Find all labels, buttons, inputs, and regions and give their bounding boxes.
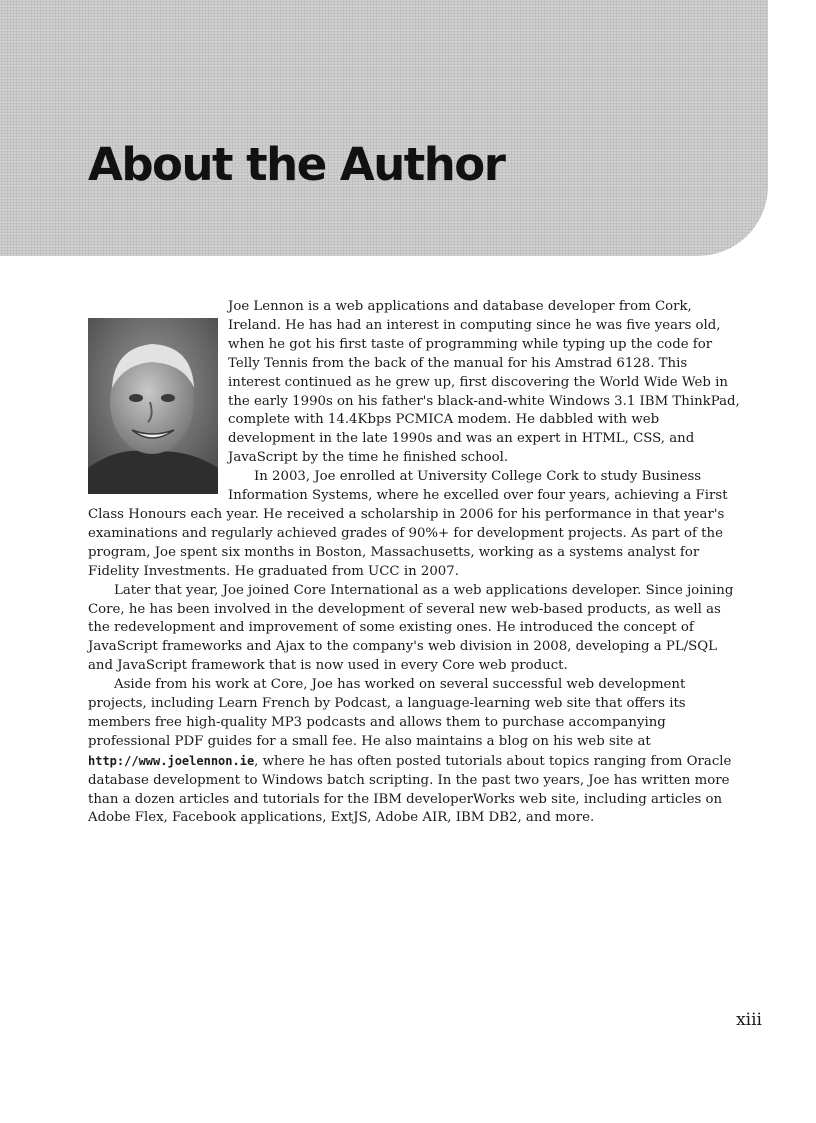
page-number: xiii: [736, 1010, 762, 1030]
bio-paragraph-1: Joe Lennon is a web applications and database developer from Cork, Ireland. He has had an interest in computing since he was five years old, when he got his first taste of programming while typing up the code for Telly Tennis from the back of the manual for his Amstrad 6128. This interest continued as he grew up, first discovering the World Wide Web in the early 1990s on his father's black-and-white Windows 3.1 IBM ThinkPad, complete with 14.4Kbps PCMICA modem. He dabbled with web development in the late 1990s and was an expert in HTML, CSS, and JavaScript by the time he finished school.: [228, 299, 740, 466]
website-url-link[interactable]: http://www.joelennon.ie: [88, 753, 255, 768]
bio-paragraph-4: [88, 676, 741, 828]
bio-paragraph-2: In 2003, Joe enrolled at University College Cork to study Business Information Systems, where he excelled over four years, achieving a First Class Honours each year. He received a scholarship in 2006 for his performance in that year's examinations and regularly achieved grades of 90%+ for development projects. As part of the program, Joe spent six months in Boston, Massachusetts, working as a systems analyst for Fidelity Investments. He graduated from UCC in 2007.: [88, 469, 728, 579]
page-title: About the Author: [88, 138, 505, 191]
bio-paragraph-3: Later that year, Joe joined Core International as a web applications developer. Since joining Core, he has been involved in the development of several new web-based products, as well as the redevelopment and improvement of some existing ones. He introduced the concept of JavaScript frameworks and Ajax to the company's web division in 2008, developing a PL/SQL and JavaScript framework that is now used in every Core web product.: [88, 582, 734, 674]
bio-paragraph-4-text-b: , where he has often posted tutorials about topics ranging from Oracle database development to Windows batch scripting. In the past two years, Joe has written more than a dozen articles and tutorials for the IBM developerWorks web site, including articles on Adobe Flex, Facebook applications, ExtJS, Adobe AIR, IBM DB2, and more.: [88, 753, 732, 826]
bio-paragraph-4-text-a: Aside from his work at Core, Joe has worked on several successful web development projects, including Learn French by Podcast, a language-learning web site that offers its members free high-quality MP3 podcasts and allows them to purchase accompanying professional PDF guides for a small fee. He also maintains a blog on his web site at: [88, 677, 686, 749]
chapter-banner: [0, 0, 768, 256]
photo-text-wrap-spacer: [88, 298, 228, 496]
author-biography: [88, 298, 741, 828]
